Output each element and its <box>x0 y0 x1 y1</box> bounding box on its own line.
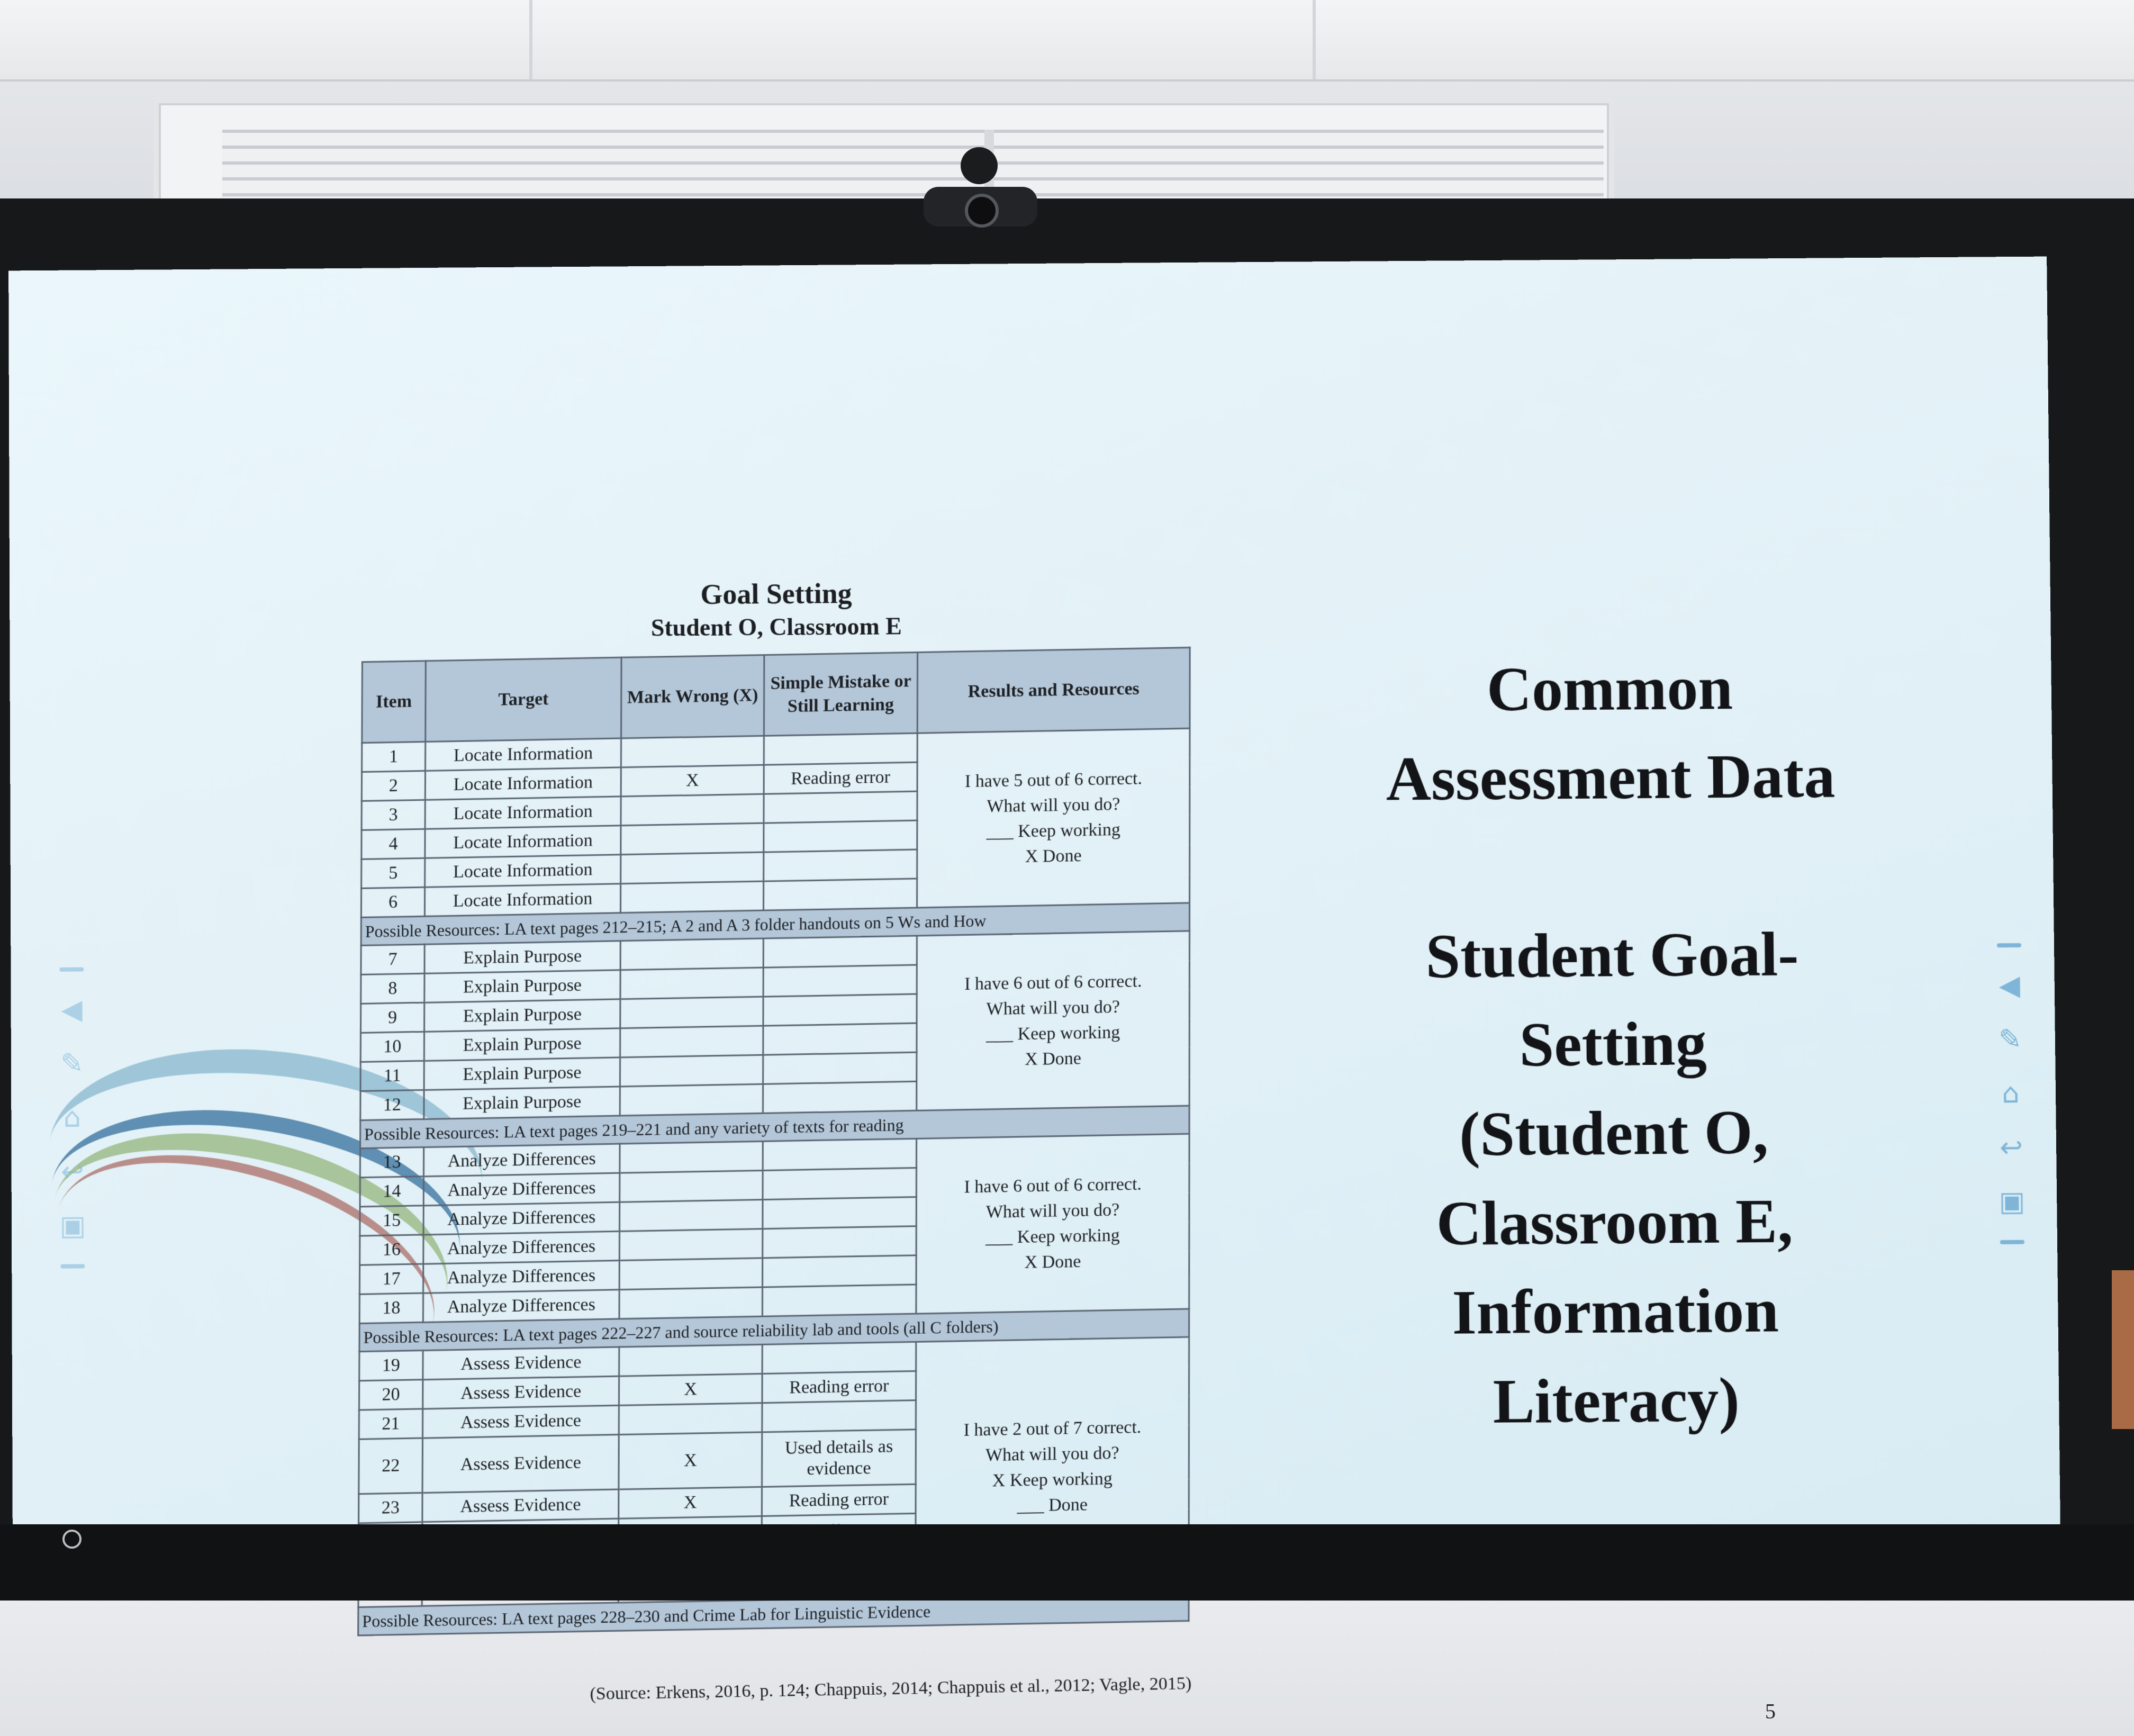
result-line: X Done <box>1024 1251 1081 1272</box>
item-cell: 5 <box>361 858 425 888</box>
mark-wrong-cell <box>620 1170 763 1202</box>
resources-text: Possible Resources: LA text pages 212–215; A 2 and A 3 folder handouts on 5 Ws and How <box>361 903 1189 945</box>
result-line: What will you do? <box>985 1199 1120 1222</box>
mark-wrong-cell <box>619 1258 763 1290</box>
mark-wrong-cell <box>620 938 763 970</box>
item-cell: 20 <box>359 1380 422 1410</box>
subheading-line: Information <box>1452 1276 1779 1348</box>
table-title-block <box>591 575 962 645</box>
mistake-cell <box>763 1081 916 1113</box>
heading-line: Assessment Data <box>1386 741 1835 814</box>
tv-bottom-bezel <box>0 1524 2134 1601</box>
result-line: What will you do? <box>985 1443 1119 1466</box>
subheading-line: (Student O, <box>1459 1097 1769 1169</box>
item-cell: 21 <box>359 1409 422 1439</box>
mark-wrong-cell <box>621 736 764 767</box>
item-cell: 11 <box>360 1061 424 1091</box>
target-cell: Locate Information <box>425 855 621 887</box>
header-simple-mistake: Simple Mistake or Still Learning <box>764 652 917 736</box>
result-line: X Done <box>1025 1048 1081 1069</box>
webcam <box>924 147 1037 227</box>
result-line: I have 2 out of 7 correct. <box>963 1417 1142 1440</box>
home-icon[interactable]: ⌂ <box>2002 1078 2020 1110</box>
subheading-line: Student Goal- <box>1425 919 1800 991</box>
heading-spacer <box>1333 820 1889 913</box>
results-cell <box>917 728 1190 908</box>
mistake-cell <box>763 1138 916 1170</box>
mistake-cell <box>764 791 917 823</box>
result-line: I have 5 out of 6 correct. <box>964 768 1142 791</box>
subheading-line: Classroom E, <box>1436 1186 1794 1259</box>
result-line: ___ Done <box>1017 1495 1088 1516</box>
item-cell: 10 <box>360 1032 424 1062</box>
item-cell: 4 <box>361 829 425 859</box>
target-cell: Locate Information <box>425 767 621 800</box>
item-cell: 18 <box>359 1293 423 1323</box>
item-cell: 1 <box>362 742 426 772</box>
result-line: I have 6 out of 6 correct. <box>964 971 1142 994</box>
webcam-mount <box>961 147 998 184</box>
mark-wrong-cell <box>620 1141 763 1173</box>
target-cell: Analyze Differences <box>423 1144 620 1177</box>
source-citation: (Source: Erkens, 2016, p. 124; Chappuis, 2014; Chappuis et al., 2012; Vagle, 2015) <box>590 1674 1192 1704</box>
mistake-cell <box>762 1400 916 1432</box>
mistake-cell <box>763 1226 917 1258</box>
target-cell: Analyze Differences <box>423 1231 620 1264</box>
target-cell: Explain Purpose <box>424 1087 620 1119</box>
webcam-lens <box>965 194 999 228</box>
item-cell: 2 <box>361 771 425 801</box>
item-cell: 15 <box>360 1206 423 1236</box>
mistake-cell <box>763 1197 916 1229</box>
mistake-cell: Used details as evidence <box>762 1430 916 1487</box>
mistake-cell <box>763 1052 917 1084</box>
item-cell: 7 <box>361 944 424 974</box>
mark-wrong-cell: X <box>619 1487 762 1518</box>
header-mark-wrong: Mark Wrong (X) <box>621 655 764 738</box>
result-line: I have 6 out of 6 correct. <box>964 1174 1142 1197</box>
subheading-line: Literacy) <box>1493 1365 1740 1436</box>
heading-line: Common <box>1486 653 1733 725</box>
target-cell: Assess Evidence <box>423 1405 619 1438</box>
mark-wrong-cell <box>619 1344 763 1376</box>
results-cell <box>916 1134 1189 1314</box>
left-tool-strip <box>56 967 88 1268</box>
target-cell: Assess Evidence <box>423 1347 619 1380</box>
item-cell: 12 <box>360 1090 424 1120</box>
mistake-cell <box>764 820 917 852</box>
tool-strip-bar <box>1997 943 2021 947</box>
result-line: What will you do? <box>986 997 1120 1019</box>
goal-setting-table-wrap <box>357 647 1189 1636</box>
resources-text: Possible Resources: LA text pages 222–227 and source reliability lab and tools (all C folders) <box>359 1309 1189 1352</box>
pen-icon[interactable]: ✎ <box>1998 1024 2022 1056</box>
mark-wrong-cell <box>620 968 763 999</box>
target-cell: Locate Information <box>424 884 620 916</box>
item-cell: 14 <box>360 1177 423 1207</box>
target-cell: Locate Information <box>425 797 621 829</box>
tv-screen <box>8 257 2060 1723</box>
goal-setting-table <box>357 647 1190 1636</box>
header-results-resources: Results and Resources <box>917 648 1190 734</box>
mistake-cell <box>764 849 917 881</box>
home-icon[interactable]: ⌂ <box>63 1101 82 1134</box>
back-icon[interactable]: ↩ <box>60 1155 84 1188</box>
item-cell: 13 <box>360 1147 423 1178</box>
power-icon[interactable] <box>62 1530 82 1549</box>
result-line: X Done <box>1025 845 1082 866</box>
mistake-cell: Reading error <box>764 762 917 794</box>
mark-wrong-cell <box>620 1200 763 1232</box>
header-target: Target <box>426 657 621 742</box>
mark-wrong-cell: X <box>619 1373 762 1405</box>
wall-trim <box>2112 1270 2134 1429</box>
mark-wrong-cell: X <box>619 1432 762 1489</box>
result-line: ___ Keep working <box>985 1225 1120 1247</box>
tool-strip-bar <box>60 1264 85 1268</box>
mark-wrong-cell: X <box>621 765 764 797</box>
speaker-icon[interactable]: ◀ <box>1999 969 2021 1002</box>
page-number: 5 <box>1765 1699 1776 1723</box>
target-cell: Locate Information <box>426 738 621 771</box>
item-cell: 6 <box>361 887 424 917</box>
mistake-cell <box>763 994 917 1026</box>
item-cell: 23 <box>359 1493 423 1523</box>
mark-wrong-cell <box>619 1229 763 1261</box>
mistake-cell: Reading error <box>762 1484 916 1516</box>
target-cell: Explain Purpose <box>424 999 620 1032</box>
mistake-cell <box>763 1023 917 1055</box>
target-cell: Assess Evidence <box>423 1376 619 1409</box>
item-cell: 8 <box>361 973 424 1003</box>
table-title: Goal Setting <box>700 577 852 611</box>
speaker-icon[interactable]: ◀ <box>61 993 83 1026</box>
pen-icon[interactable]: ✎ <box>60 1047 84 1080</box>
target-cell: Analyze Differences <box>423 1290 619 1323</box>
mistake-cell <box>762 1285 916 1316</box>
target-cell: Explain Purpose <box>424 1057 620 1090</box>
table-header-row <box>362 648 1190 743</box>
subheading-line: Setting <box>1518 1009 1707 1080</box>
ceiling-tile-seam <box>529 0 532 79</box>
item-cell: 17 <box>359 1264 423 1294</box>
mark-wrong-cell <box>621 794 764 826</box>
target-cell: Analyze Differences <box>423 1173 620 1206</box>
tool-strip-bar <box>59 968 84 972</box>
mistake-cell <box>764 879 917 910</box>
mark-wrong-cell <box>621 852 764 884</box>
target-cell: Explain Purpose <box>424 941 620 973</box>
mistake-cell <box>763 1168 916 1199</box>
mark-wrong-cell <box>620 881 763 913</box>
resources-text: Possible Resources: LA text pages 228–230 and Crime Lab for Linguistic Evidence <box>358 1593 1189 1635</box>
mark-wrong-cell <box>620 1026 763 1057</box>
ceiling-tile-seam <box>1313 0 1316 79</box>
mark-wrong-cell <box>620 1055 763 1087</box>
table-subtitle: Student O, Classroom E <box>650 612 902 641</box>
result-line: ___ Keep working <box>986 1022 1120 1044</box>
item-cell: 3 <box>361 800 425 830</box>
right-tool-strip <box>1993 943 2028 1244</box>
mistake-cell <box>763 936 917 968</box>
item-cell: 19 <box>359 1350 423 1380</box>
ceiling <box>0 0 2134 82</box>
result-line: ___ Keep working <box>986 819 1120 842</box>
mistake-cell <box>762 1342 916 1373</box>
mark-wrong-cell <box>619 1403 762 1435</box>
mark-wrong-cell <box>621 823 764 855</box>
target-cell: Analyze Differences <box>423 1202 620 1235</box>
mark-wrong-cell <box>620 997 763 1028</box>
mistake-cell <box>763 965 917 997</box>
tool-strip-bar <box>2000 1240 2024 1244</box>
screen-icon[interactable]: ▣ <box>59 1210 86 1242</box>
screen-icon[interactable]: ▣ <box>1999 1186 2026 1218</box>
result-line: What will you do? <box>987 794 1120 816</box>
item-cell: 16 <box>360 1235 423 1265</box>
result-line: X Keep working <box>992 1469 1113 1491</box>
mistake-cell <box>763 1255 917 1287</box>
target-cell: Assess Evidence <box>422 1435 619 1493</box>
mistake-cell <box>764 733 917 765</box>
target-cell: Explain Purpose <box>424 1028 620 1061</box>
resources-text: Possible Resources: LA text pages 219–221 and any variety of texts for reading <box>360 1106 1190 1148</box>
results-cell <box>917 931 1190 1110</box>
mark-wrong-cell <box>619 1287 763 1319</box>
target-cell: Explain Purpose <box>424 970 620 1002</box>
mark-wrong-cell <box>620 1084 763 1116</box>
item-cell: 9 <box>360 1002 424 1033</box>
item-cell: 22 <box>359 1438 423 1494</box>
header-item: Item <box>362 661 426 743</box>
target-cell: Assess Evidence <box>422 1489 619 1522</box>
mistake-cell: Reading error <box>762 1371 916 1403</box>
back-icon[interactable]: ↩ <box>1999 1132 2023 1164</box>
target-cell: Analyze Differences <box>423 1261 620 1294</box>
slide-heading <box>1332 643 1895 1448</box>
target-cell: Locate Information <box>425 826 621 858</box>
